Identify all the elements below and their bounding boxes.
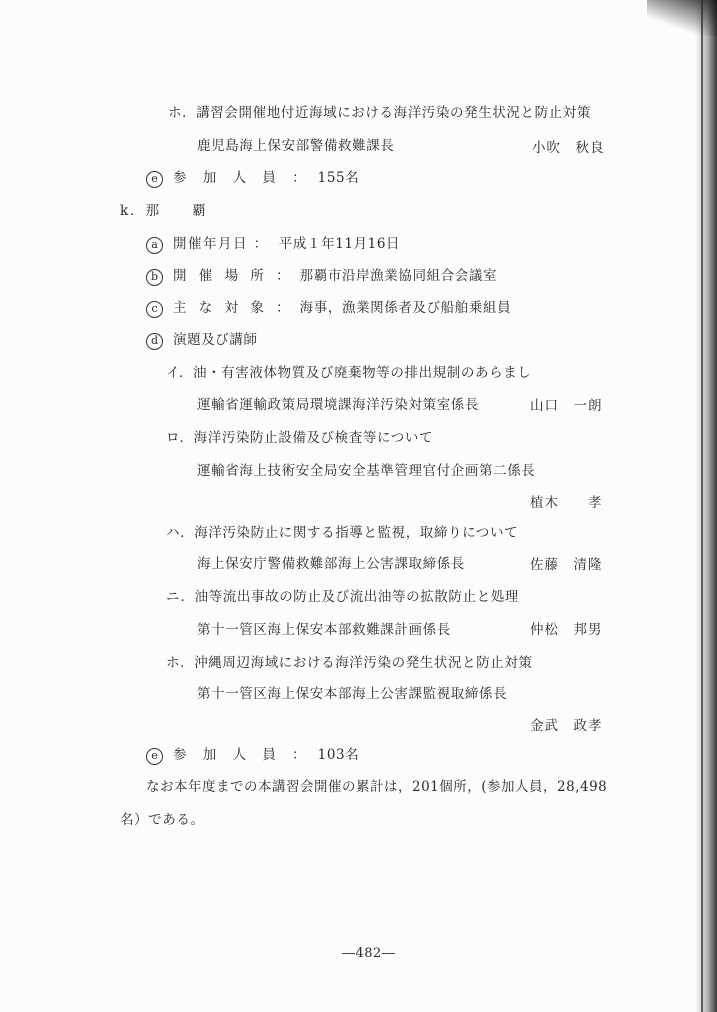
summary-line-2: 名）である。 — [120, 812, 205, 828]
attendance-label: 参 加 人 員 ： — [173, 170, 312, 186]
item-i-speaker: 運輸省運輸政策局環境課海洋汚染対策室係長 — [197, 397, 479, 413]
lectures-heading-row — [146, 328, 258, 350]
lectures-heading: 演題及び講師 — [173, 332, 258, 348]
section-heading-naha: k．那 覇 — [120, 203, 208, 219]
item-ni-speaker: 第十一管区海上保安本部救難課計画係長 — [197, 622, 451, 638]
item-ro-speaker: 運輸省海上技術安全局安全基準管理官付企画第二係長 — [197, 463, 536, 479]
target-value: 海事，漁業関係者及び船舶乗組員 — [299, 300, 512, 316]
marker-a-icon: a — [146, 237, 163, 254]
item-ho-okinawa-title: ホ．沖縄周辺海域における海洋汚染の発生状況と防止対策 — [166, 655, 533, 671]
item-i-name: 山口 一朗 — [530, 398, 603, 414]
date-value: 平成１年11月16日 — [278, 236, 401, 252]
scan-edge-line — [701, 0, 703, 1012]
item-ni-name: 仲松 邦男 — [530, 622, 603, 638]
scan-edge-shadow — [695, 0, 717, 1012]
target-label: 主 な 対 象 ： — [173, 300, 294, 316]
venue-row — [146, 264, 497, 286]
item-ho-kagoshima-speaker: 鹿児島海上保安部警備救難課長 — [197, 138, 395, 154]
item-ro-name: 植木 孝 — [530, 495, 603, 511]
item-ho-kagoshima-name: 小吹 秋良 — [532, 140, 605, 156]
target-row — [146, 296, 511, 318]
attendance-label: 参 加 人 員 ： — [173, 747, 312, 763]
item-ha-title: ハ．海洋汚染防止に関する指導と監視，取締りについて — [166, 525, 519, 541]
marker-b-icon: b — [146, 269, 163, 286]
marker-e-icon: e — [146, 171, 163, 188]
item-ni-title: ニ．油等流出事故の防止及び流出油等の拡散防止と処理 — [166, 589, 519, 605]
marker-e-icon: e — [146, 748, 163, 765]
attendance-naha — [146, 743, 359, 765]
item-ho-okinawa-speaker: 第十一管区海上保安本部海上公害課監視取締係長 — [197, 686, 508, 702]
date-label: 開催年月日 ： — [173, 236, 269, 252]
item-ho-kagoshima-title: ホ．講習会開催地付近海域における海洋汚染の発生状況と防止対策 — [168, 105, 591, 121]
summary-line-1: なお本年度までの本講習会開催の累計は，201個所，(参加人員，28,498 — [146, 779, 608, 795]
item-ha-speaker: 海上保安庁警備救難部海上公害課取締係長 — [197, 556, 465, 572]
venue-label: 開 催 場 所 ： — [173, 268, 294, 284]
item-ha-name: 佐藤 清隆 — [530, 557, 603, 573]
item-i-title: イ．油・有害液体物質及び廃棄物等の排出規制のあらまし — [166, 365, 532, 381]
marker-c-icon: c — [146, 301, 163, 318]
marker-d-icon: d — [146, 333, 163, 350]
attendance-value: 103名 — [317, 747, 360, 763]
item-ho-okinawa-name: 金武 政孝 — [530, 718, 603, 734]
date-row — [146, 232, 400, 254]
attendance-kagoshima — [146, 166, 359, 188]
attendance-value: 155名 — [317, 170, 360, 186]
item-ro-title: ロ．海洋汚染防止設備及び検査等について — [166, 430, 434, 446]
venue-value: 那覇市沿岸漁業協同組合会議室 — [299, 268, 498, 284]
page-number: ―482― — [342, 946, 396, 961]
